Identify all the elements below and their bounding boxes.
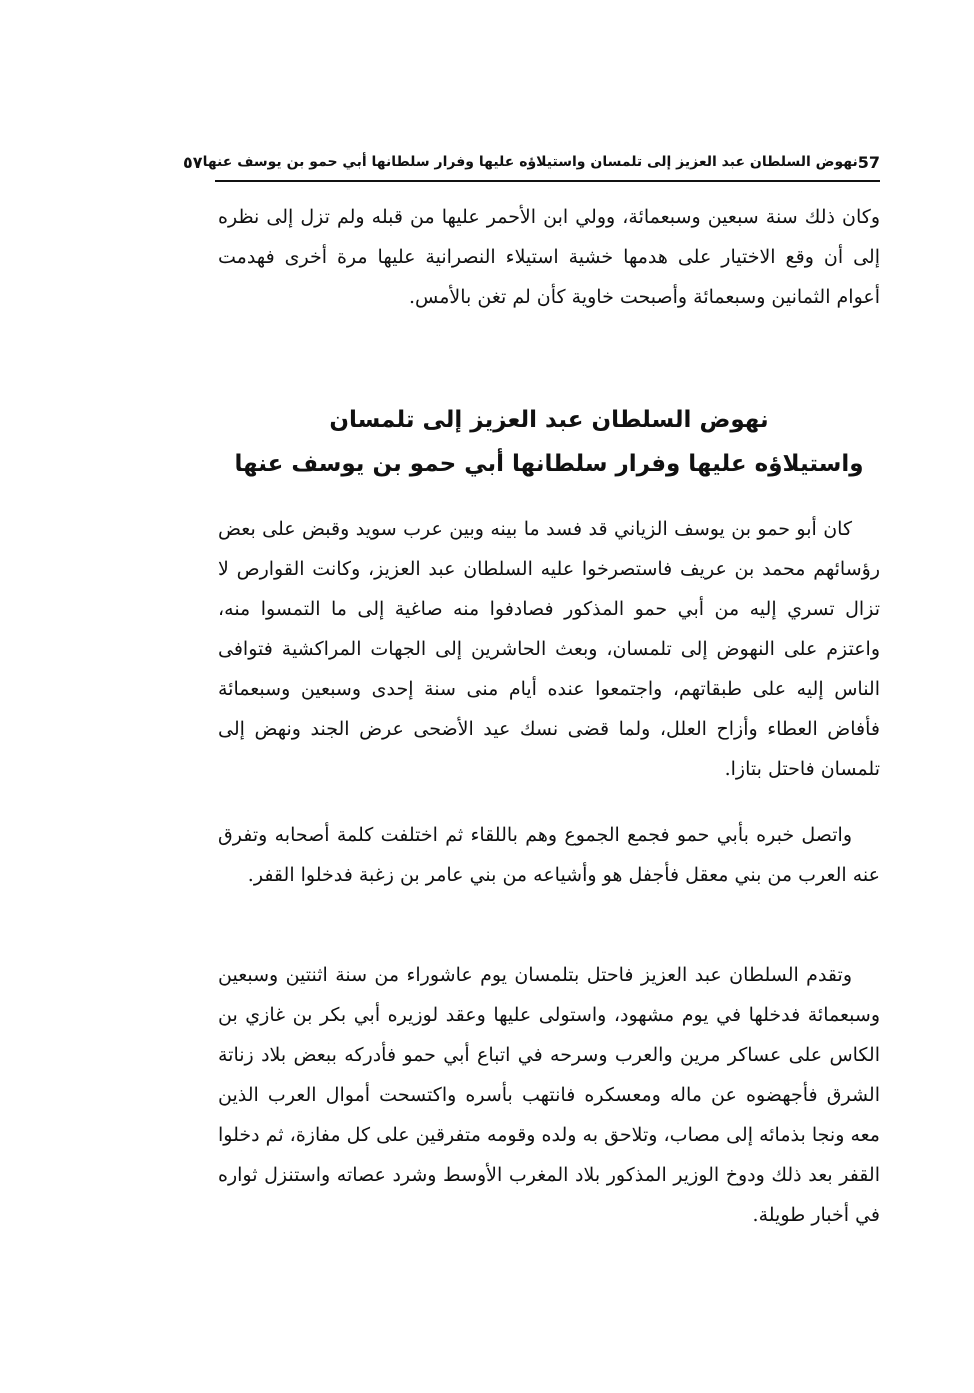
paragraph-3: واتصل خبره بأبي حمو فجمع الجموع وهم باللقاء ثم اختلفت كلمة أصحابه وتفرق عنه العرب من بني معقل فأجفل هو وأشياعه من بني عامر بن زغبة فدخلوا القفر. [218,824,880,886]
page-number-arabic: ٥٧ [183,152,203,172]
paragraph-2: كان أبو حمو بن يوسف الزياني قد فسد ما بينه وبين عرب سويد وقبض على بعض رؤسائهم محمد بن عريف فاستصرخوا عليه السلطان عبد العزيز، وكانت القوارص لا تزال تسري إليه من أبي حمو المذكور فصادفوا منه صاغية إلى ما التمسوا منه، واعتزم على النهوض إلى تلمسان، وبعث الحاشرين إلى الجهات المراكشية فتوافى الناس إليه على طبقاتهم، واجتمعوا عنده أيام منى سنة إحدى وسبعين وسبعمائة فأفاض العطاء وأزاح العلل، ولما قضى نسك عيد الأضحى عرض الجند ونهض إلى تلمسان فاحتل بتازا. [218,518,880,780]
header-divider [215,180,880,182]
section-heading [218,398,880,486]
section-heading-line-2: واستيلاؤه عليها وفرار سلطانها أبي حمو بن يوسف عنها [234,451,864,477]
running-header-title: نهوض السلطان عبد العزيز إلى تلمسان واستيلاؤه عليها وفرار سلطانها أبي حمو بن يوسف عنها [202,154,858,170]
paragraph-1: وكان ذلك سنة سبعين وسبعمائة، وولي ابن الأحمر عليها من قبله ولم تزل إلى نظره إلى أن وقع الاختيار على هدمها خشية استيلاء النصرانية عليها مرة أخرى فهدمت أعوام الثمانين وسبعمائة وأصبحت خاوية كأن لم تغن بالأمس. [218,206,880,308]
paragraph-4: وتقدم السلطان عبد العزيز فاحتل بتلمسان يوم عاشوراء من سنة اثنتين وسبعين وسبعمائة فدخلها في يوم مشهود، واستولى عليها وعقد لوزيره أبي بكر بن غازي بن الكاس على عساكر مرين والعرب وسرحه في اتباع أبي حمو فأدركه ببعض بلاد زناتة الشرق فأجهضوه عن ماله ومعسكره فانتهب بأسره واكتسحت أموال العرب الذين معه ونجا بذمائه إلى مصاب، وتلاحق به ولده وقومه متفرقين على كل مفازة، ثم دخلوا القفر بعد ذلك ودوخ الوزير المذكور بلاد المغرب الأوسط وشرد عصاته واستنزل ثواره في أخبار طويلة. [218,964,880,1226]
running-header [183,146,880,178]
section-heading-line-1: نهوض السلطان عبد العزيز إلى تلمسان [329,407,769,433]
page-number-latin: 57 [857,152,880,172]
